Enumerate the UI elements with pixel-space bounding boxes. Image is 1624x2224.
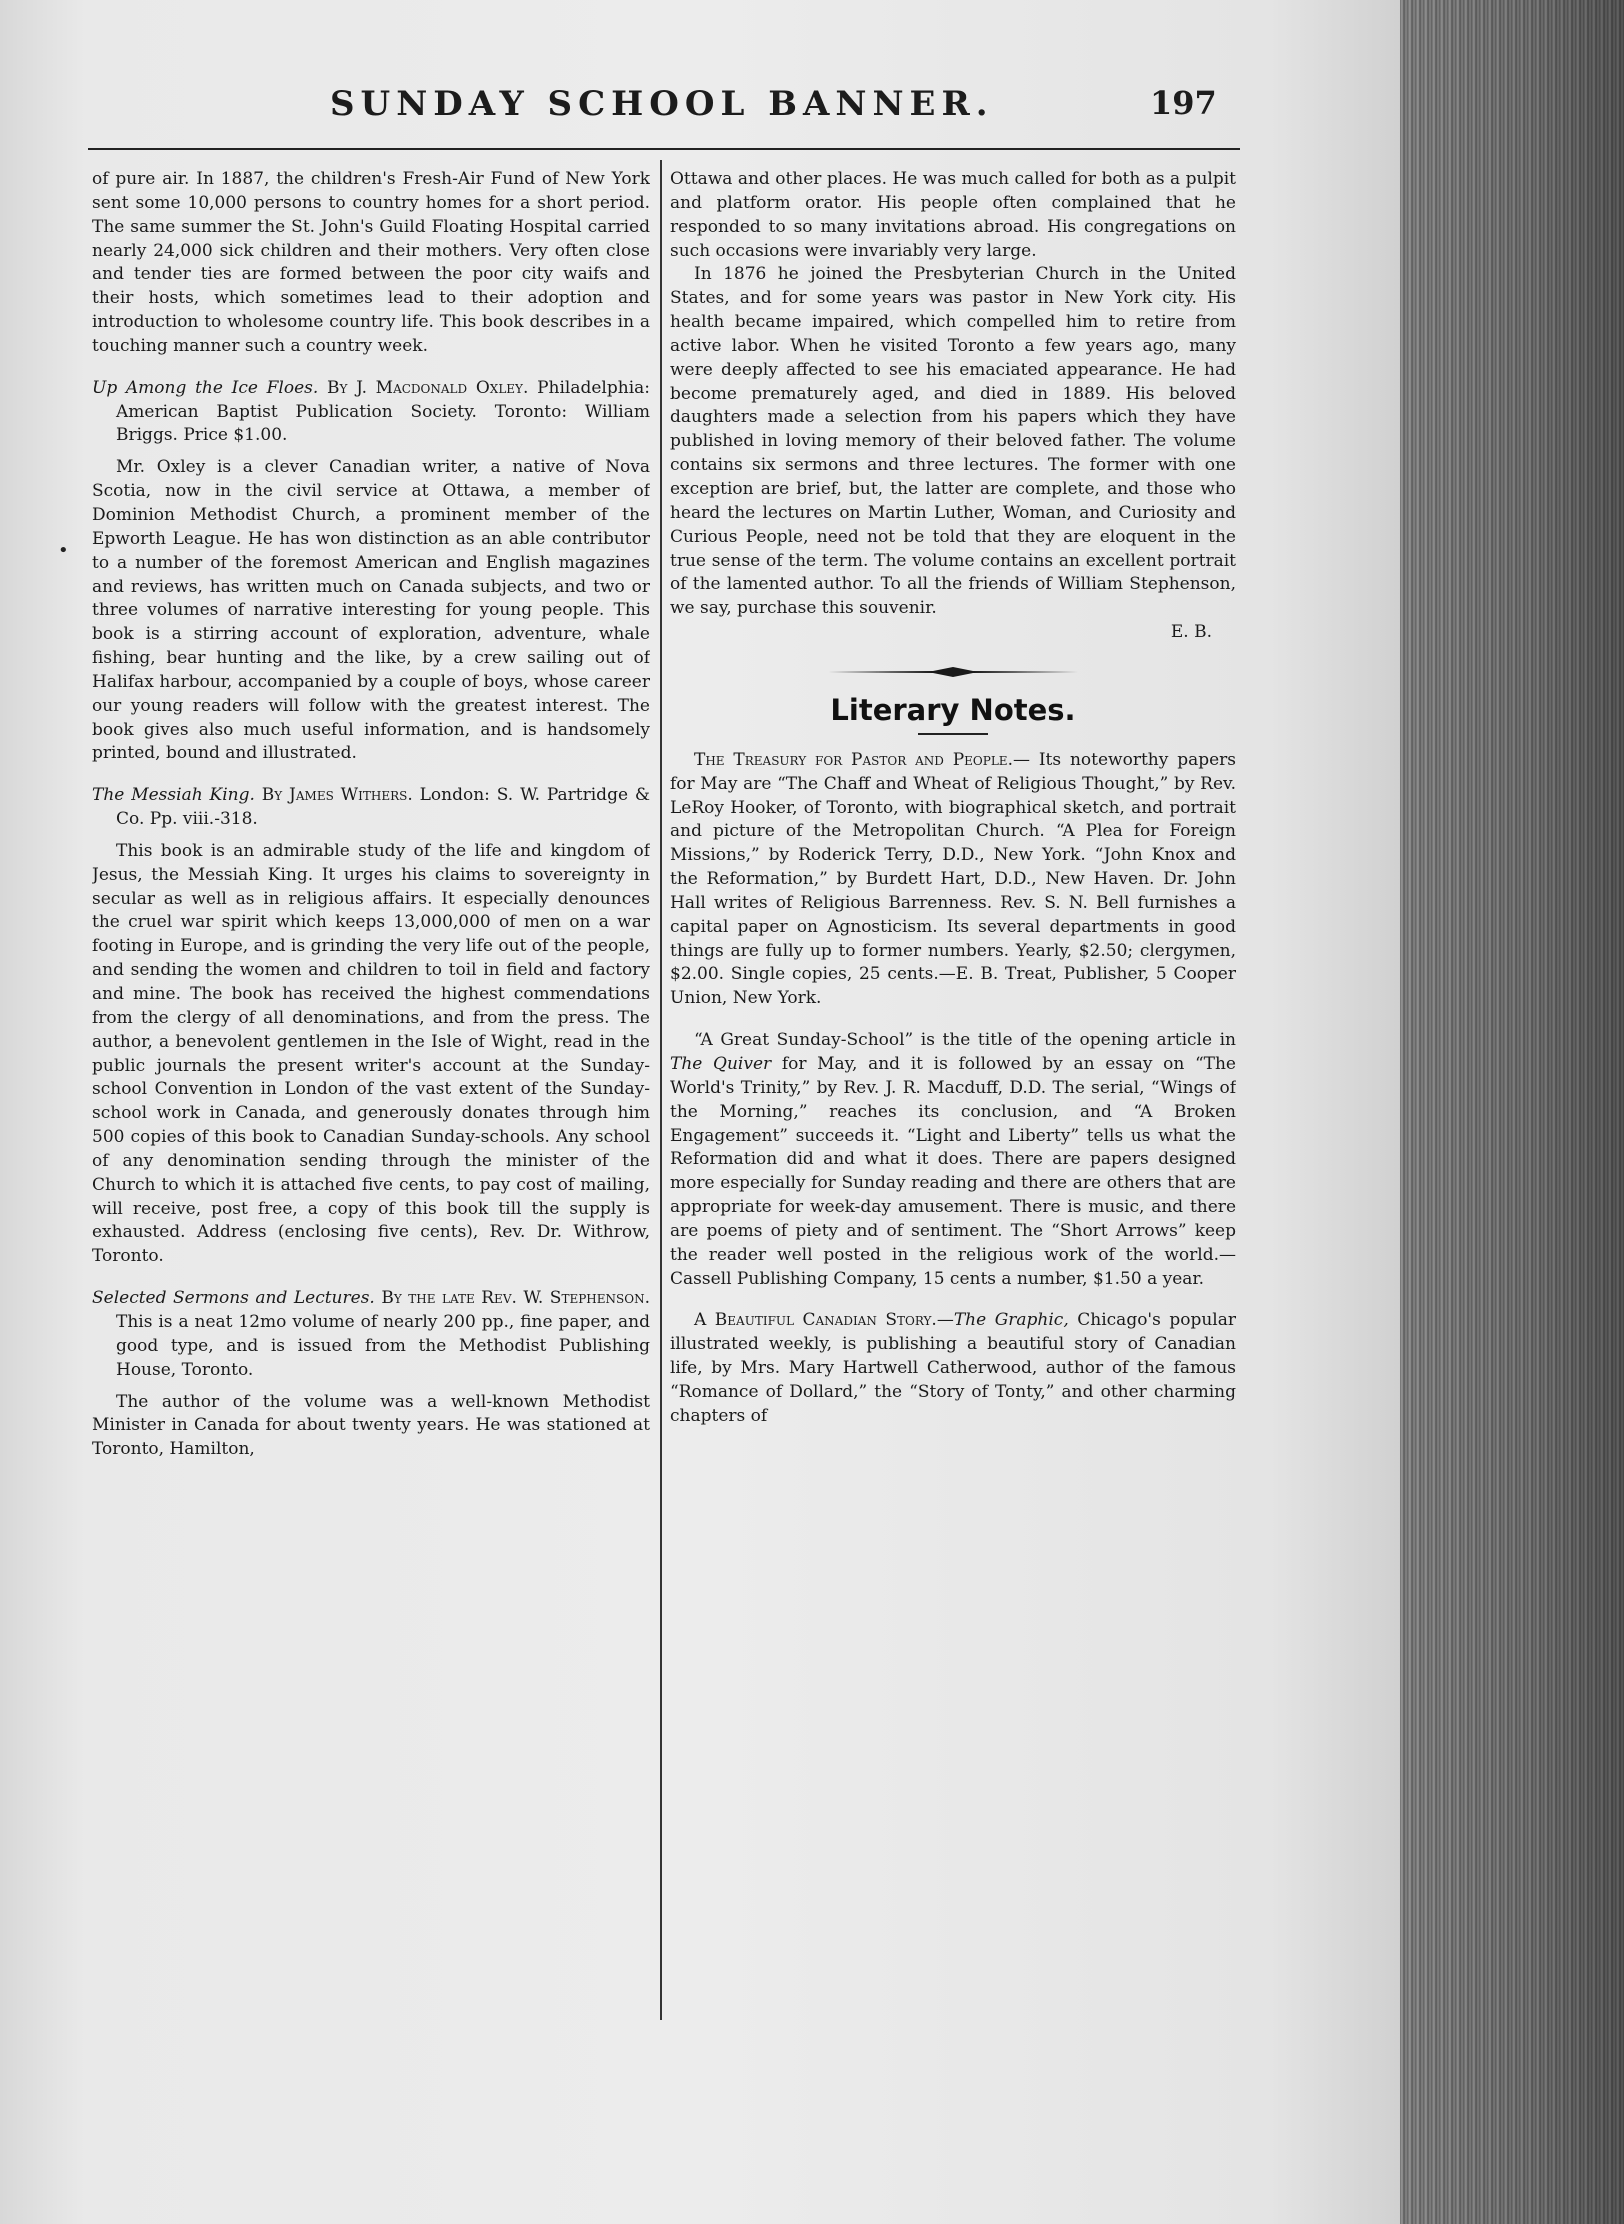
ornament-icon <box>828 665 1078 679</box>
paragraph: In 1876 he joined the Presbyterian Church in the United States, and for some years was pastor in New York city. His health became impaired, which compelled him to retire from active labor. When he visited Toronto a few years ago, many were deeply affected to see his emaciated appearance. He had become prematurely aged, and died in 1889. His beloved daughters made a selection from his papers which they have published in loving memory of their beloved father. The volume contains six sermons and three lectures. The former with one exception are brief, but, the latter are complete, and those who heard the lectures on Martin Luther, Woman, and Curiosity and Curious People, need not be told that they are eloquent in the true sense of the term. The volume contains an excellent portrait of the lamented author. To all the friends of William Stephenson, we say, purchase this souvenir. <box>670 264 1236 619</box>
review-author: By J. Macdonald Oxley. <box>326 377 529 398</box>
review-heading-ice-floes <box>92 377 650 449</box>
title-underline <box>918 733 988 735</box>
margin-dot: • <box>58 540 69 561</box>
signature: E. B. <box>1170 622 1212 643</box>
review-body-messiah-king: This book is an admirable study of the life and kingdom of Jesus, the Messiah King. It urges his claims to sovereignty in secular as well as in religious affairs. It especially denounces the cruel war spirit which keeps 13,000,000 of men on a war footing in Europe, and is grinding the very life out of the people, and sending the women and children to toil in field and factory and mine. The book has received the highest commendations from the clergy of all denominations, and from the press. The author, a benevolent gentlemen in the Isle of Wight, read in the public journals the present writer's account at the Sunday-school Convention in London of the vast extent of the Sunday-school work in Canada, and generously donates through him 500 copies of this book to Canadian Sunday-schools. Any school of any denomination sending through the minister of the Church to which it is attached five cents, to pay cost of mailing, will receive, post free, a copy of this book till the supply is exhausted. Address (enclosing five cents), Rev. Dr. Withrow, Toronto. <box>92 840 650 1267</box>
review-body-ice-floes: Mr. Oxley is a clever Canadian writer, a native of Nova Scotia, now in the civil service at Ottawa, a member of Dominion Methodist Church, a prominent member of the Epworth League. He has won distinction as an able contributor to a number of the foremost American and English magazines and reviews, has written much on Canada subjects, and two or three volumes of narrative interesting for young people. This book is a stirring account of exploration, adventure, whale fishing, bear hunting and the like, by a crew sailing out of Halifax harbour, accompanied by a couple of boys, whose career our young readers will follow with the greatest interest. The book gives also much useful information, and is handsomely printed, bound and illustrated. <box>92 457 650 764</box>
review-author: By James Withers. <box>261 785 413 806</box>
review-author: By the late Rev. W. Stephenson. <box>381 1288 650 1309</box>
right-column <box>670 168 1236 2030</box>
review-publisher: Philadelphia: American Baptist Publication Society. Toronto: William Briggs. Price $1.00. <box>116 377 650 446</box>
review-heading-messiah-king <box>92 784 650 832</box>
note-lead: The Treasury for Pastor and People.— <box>694 749 1030 770</box>
note-body: “A Great Sunday-School” is the title of the opening article in <box>694 1030 1236 1051</box>
paragraph-continued: of pure air. In 1887, the children's Fresh-Air Fund of New York sent some 10,000 persons to country homes for a short period. The same summer the St. John's Guild Floating Hospital carried nearly 24,000 sick children and their mothers. Very often close and tender ties are formed between the poor city waifs and their hosts, which sometimes lead to their adoption and introduction to wholesome country life. This book describes in a touching manner such a country week. <box>92 169 650 356</box>
running-title: SUNDAY SCHOOL BANNER. <box>330 84 994 124</box>
page-edge-shadow <box>1400 0 1624 2224</box>
literary-note-quiver <box>670 1029 1236 1291</box>
review-title: Up Among the Ice Floes. <box>92 377 319 398</box>
header-rule <box>88 148 1240 150</box>
literary-note-graphic <box>670 1309 1236 1428</box>
review-heading-sermons <box>92 1287 650 1382</box>
review-title: Selected Sermons and Lectures. <box>92 1288 375 1309</box>
note-lead: A Beautiful Canadian Story. <box>694 1310 937 1331</box>
review-publisher: London: S. W. Partridge & Co. Pp. viii.-318. <box>116 785 650 830</box>
review-body-sermons-continued: The author of the volume was a well-known Methodist Minister in Canada for about twenty years. He was stationed at Toronto, Hamilton, <box>92 1391 650 1460</box>
magazine-title: The Quiver <box>670 1054 772 1074</box>
paragraph-continued: Ottawa and other places. He was much called for both as a pulpit and platform orator. His people often complained that he responded to so many invitations abroad. His congregations on such occasions were invariably very large. <box>670 169 1236 261</box>
review-title: The Messiah King. <box>92 785 255 806</box>
note-body: Its noteworthy papers for May are “The Chaff and Wheat of Religious Thought,” by Rev. LeRoy Hooker, of Toronto, with biographical sketch, and portrait and picture of the Metropolitan Church. “A Plea for Foreign Missions,” by Roderick Terry, D.D., New York. “John Knox and the Reformation,” by Burdett Hart, D.D., New Haven. Dr. John Hall writes of Religious Barrenness. Rev. S. N. Bell furnishes a capital paper on Agnosticism. Its several departments in good things are fully up to former numbers. Yearly, $2.50; clergymen, $2.00. Single copies, 25 cents.—E. B. Treat, Publisher, 5 Cooper Union, New York. <box>670 749 1236 1009</box>
magazine-title: The Graphic, <box>953 1310 1069 1331</box>
note-body: Chicago's popular illustrated weekly, is publishing a beautiful story of Canadian life, by Mrs. Mary Hartwell Catherwood, author of the famous “Romance of Dollard,” the “Story of Tonty,” and other charming chapters of <box>670 1310 1236 1426</box>
note-dash: — <box>936 1310 954 1331</box>
ornamental-rule <box>670 663 1236 685</box>
column-divider <box>660 160 662 2020</box>
review-body-sermons: This is a neat 12mo volume of nearly 200 pp., fine paper, and good type, and is issued from the Methodist Publishing House, Toronto. <box>116 1311 650 1380</box>
section-title: Literary Notes. <box>830 692 1076 727</box>
note-body: for May, and it is followed by an essay on “The World's Trinity,” by Rev. J. R. Macduff, D.D. The serial, “Wings of the Morning,” reaches its conclusion, and “A Broken Engagement” succeeds it. “Light and Liberty” tells us what the Reformation did and what it does. There are papers designed more especially for Sunday reading and there are others that are appropriate for week-day amusement. There is music, and there are poems of piety and of sentiment. The “Short Arrows” keep the reader well posted in the religious work of the world.—Cassell Publishing Company, 15 cents a number, $1.50 a year. <box>670 1054 1236 1289</box>
page-number: 197 <box>1150 84 1217 122</box>
literary-note-treasury <box>670 749 1236 1011</box>
left-column <box>92 168 650 2030</box>
